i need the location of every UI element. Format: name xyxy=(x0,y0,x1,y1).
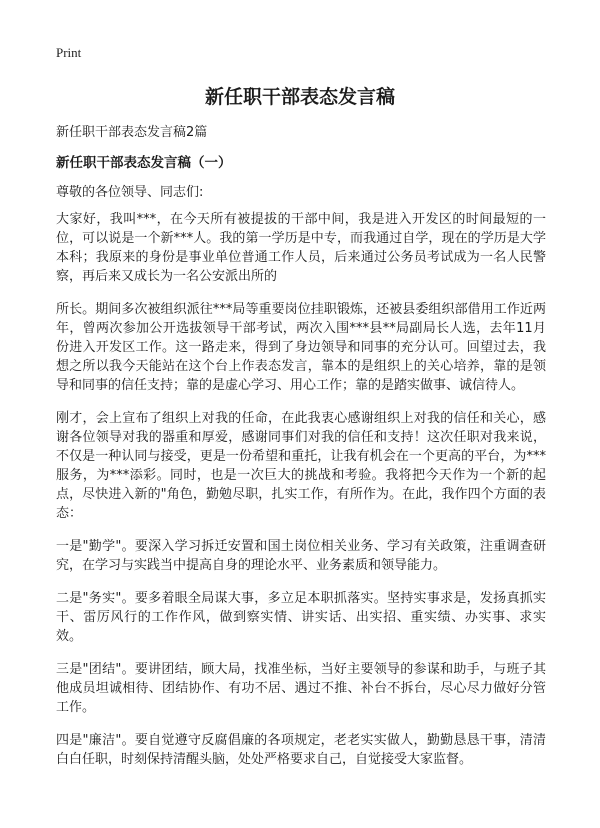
paragraph-pledge-study: 一是"勤学"。要深入学习拆迁安置和国土岗位相关业务、学习有关政策，注重调查研究，在学习与实践当中提高自身的理论水平、业务素质和领导能力。 xyxy=(56,539,546,573)
section-heading: 新任职干部表态发言稿（一） xyxy=(56,155,232,171)
salutation: 尊敬的各位领导、同志们: xyxy=(56,185,204,200)
page-title: 新任职干部表态发言稿 xyxy=(204,86,395,108)
document-subtitle: 新任职干部表态发言稿2篇 xyxy=(56,125,208,140)
paragraph-pledge-pragmatic: 二是"务实"。要多着眼全局谋大事，多立足本职抓落实。坚持实事求是，发扬真抓实干、雷厉风行的工作作风，做到察实情、讲实话、出实招、重实绩、办实事、求实效。 xyxy=(56,591,546,644)
print-link[interactable]: Print xyxy=(56,45,82,60)
paragraph-career: 所长。期间多次被组织派往***局等重要岗位挂职锻炼，还被县委组织部借用工作近两年，曾两次参加公开选拔领导干部考试，两次入围***县**局副局长人选，去年11月份进入开发区工作。这一路走来，得到了身边领导和同事的充分认可。回望过去，我想之所以我今天能站在这个台上作表态发言，靠本的是组织上的关心培养，靠的是领导和同事的信任支持；靠的是虚心学习、用心工作；靠的是踏实做事、诚信待人。 xyxy=(56,302,546,393)
paragraph-thanks: 刚才，会上宣布了组织上对我的任命，在此我衷心感谢组织上对我的信任和关心，感谢各位领导对我的器重和厚爱，感谢同事们对我的信任和支持！这次任职对我来说，不仅是一种认同与接受，更是一份希望和重托，让我有机会在一个更高的平台，为***服务，为***添彩。同时，也是一次巨大的挑战和考验。我将把今天作为一个新的起点，尽快进入新的"角色，勤勉尽职，扎实工作，有所作为。在此，我作四个方面的表态： xyxy=(56,411,546,521)
paragraph-pledge-integrity: 四是"廉洁"。要自觉遵守反腐倡廉的各项规定，老老实实做人，勤勤恳恳干事，清清白白任职，时刻保持清醒头脑，处处严格要求自己，自觉接受大家监督。 xyxy=(56,733,546,767)
paragraph-intro: 大家好，我叫***，在今天所有被提拔的干部中间，我是进入开发区的时间最短的一位，可以说是一个新***人。我的第一学历是中专，而我通过自学，现在的学历是大学本科；我原来的身份是事业单位普通工作人员，后来通过公务员考试成为一名人民警察，再后来又成长为一名公安派出所的 xyxy=(56,212,546,284)
paragraph-pledge-unity: 三是"团结"。要讲团结，顾大局，找准坐标，当好主要领导的参谋和助手，与班子其他成员坦诚相待、团结协作、有功不居、遇过不推、补台不拆台，尽心尽力做好分管工作。 xyxy=(56,662,546,715)
speech-body xyxy=(56,210,546,783)
